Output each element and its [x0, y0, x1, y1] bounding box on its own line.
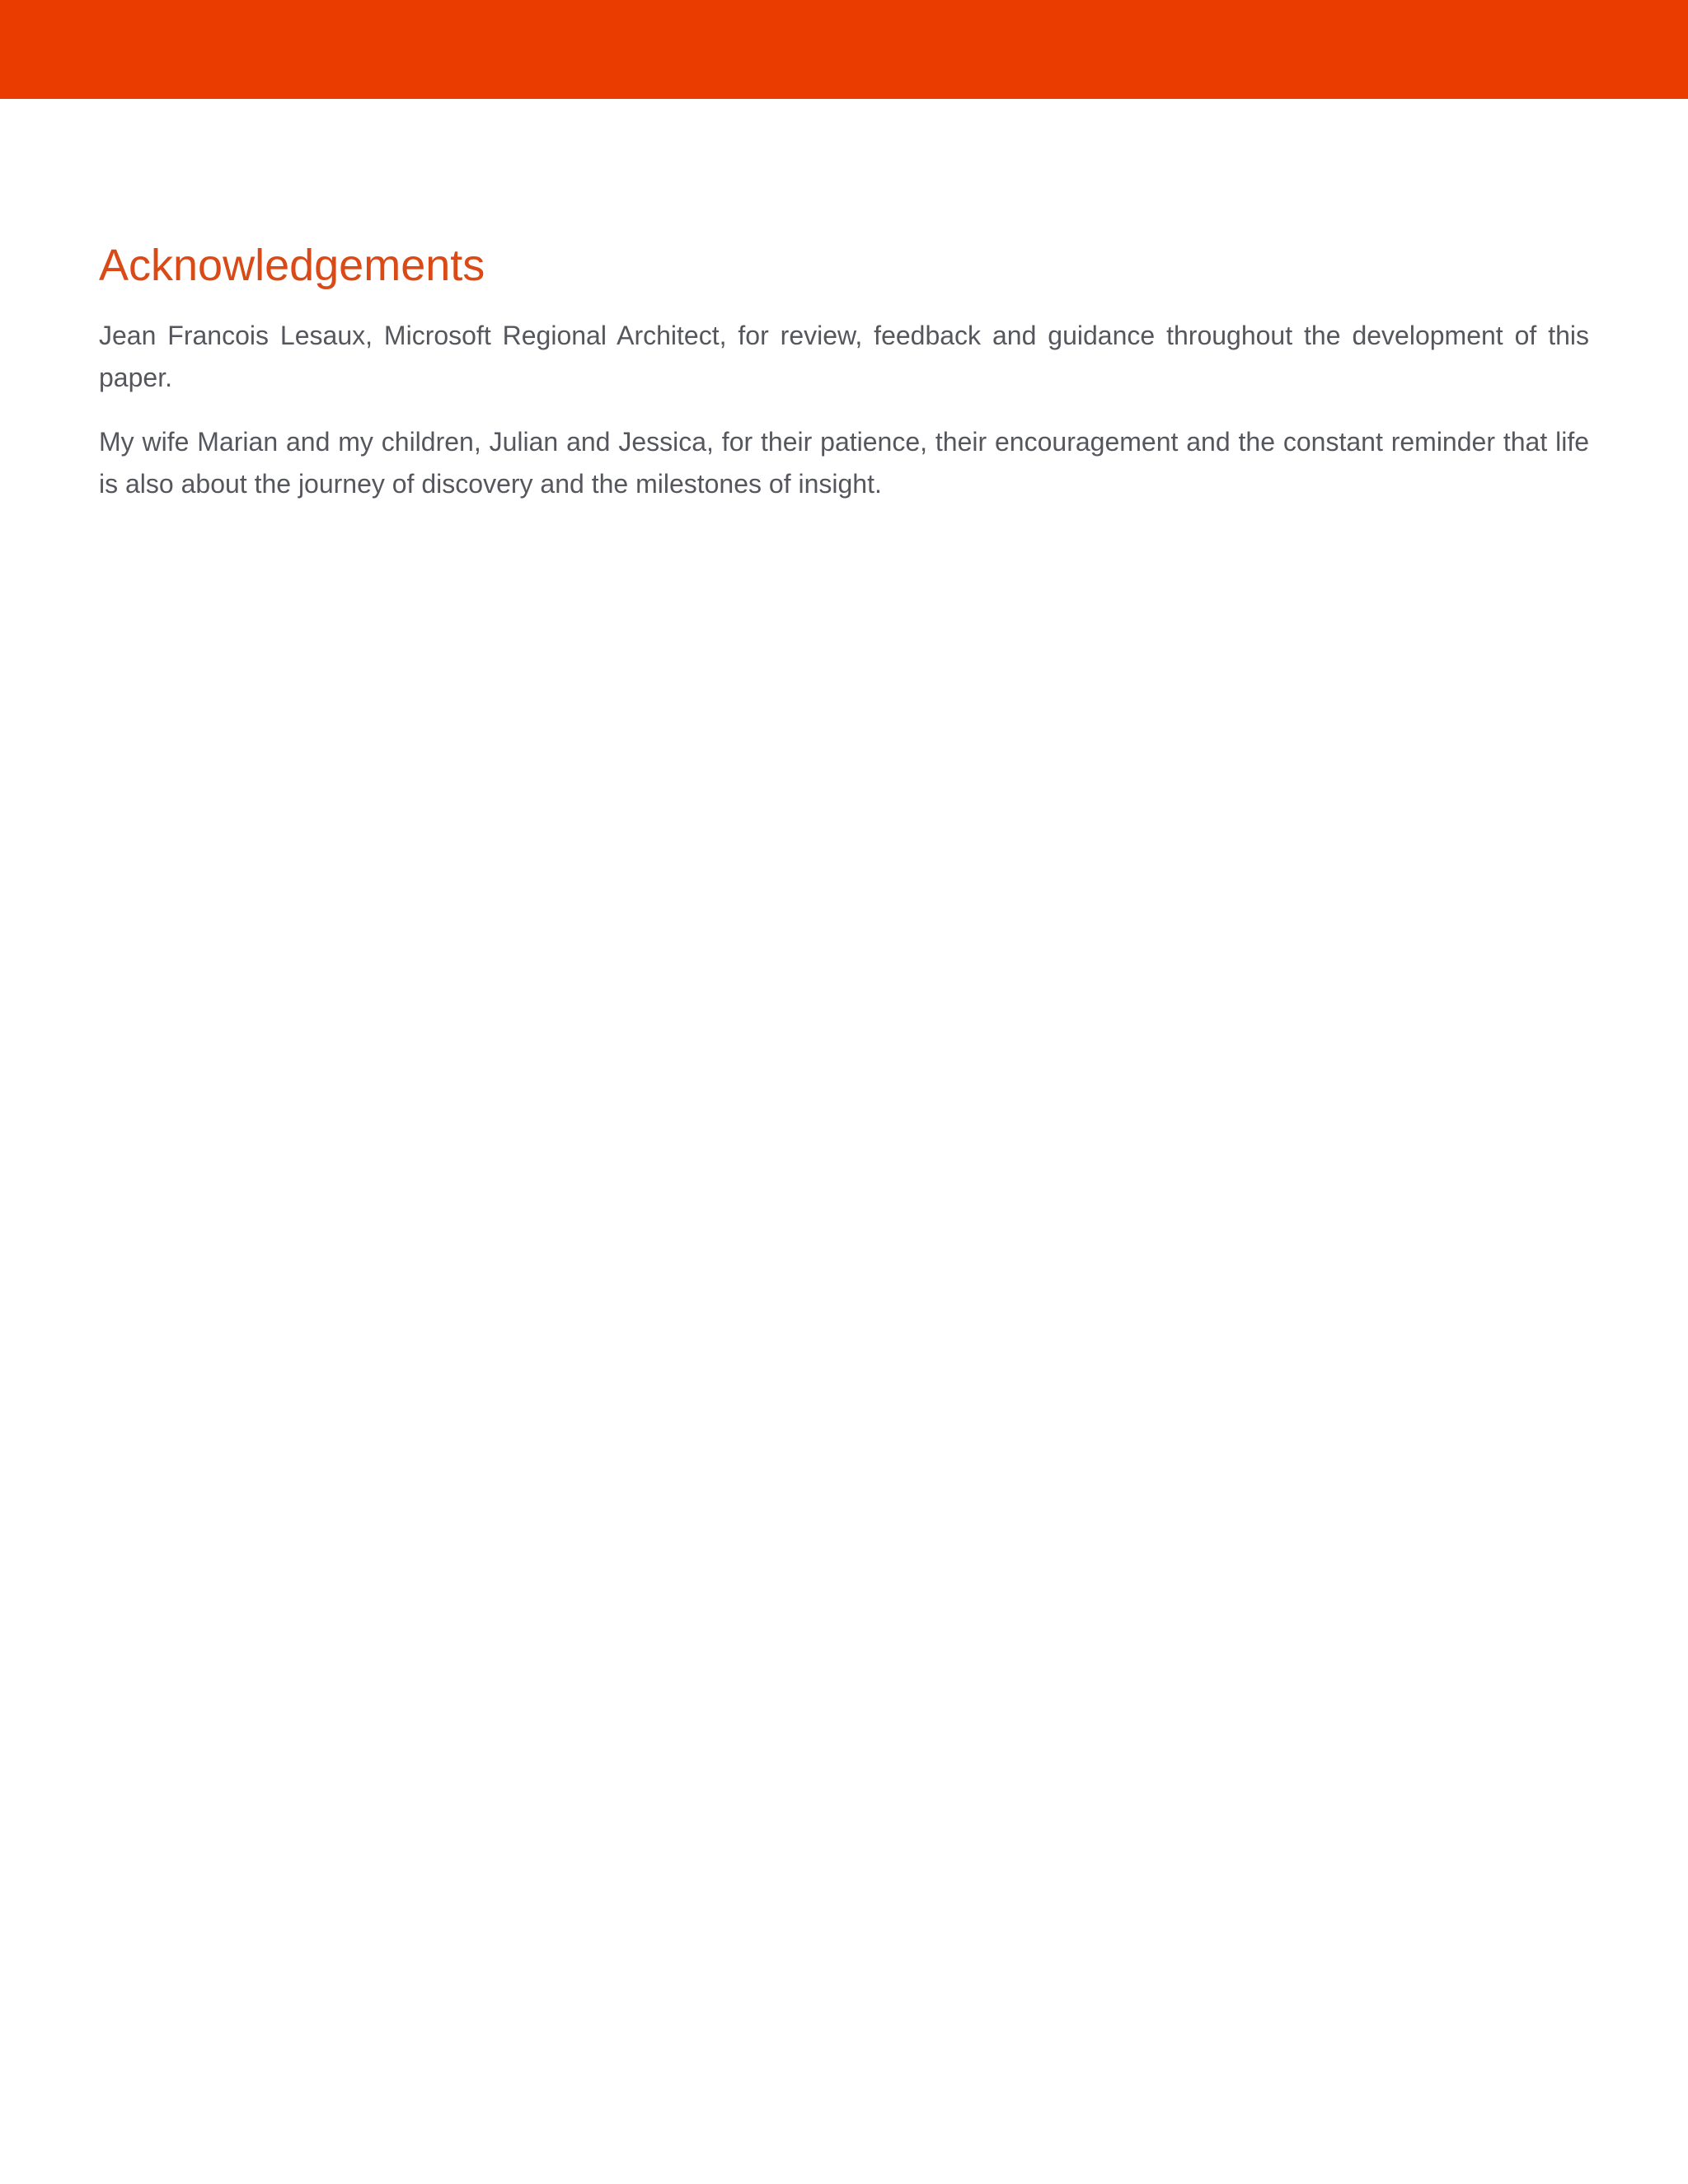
section-heading: Acknowledgements — [99, 241, 485, 290]
acknowledgement-paragraph-1: Jean Francois Lesaux, Microsoft Regional Architect, for review, feedback and guidance throughout the development of this paper. — [99, 321, 1589, 392]
document-section — [99, 236, 1589, 505]
header-accent-bar — [0, 0, 1688, 99]
acknowledgement-paragraph-2: My wife Marian and my children, Julian and Jessica, for their patience, their encouragement and the constant reminder that life is also about the journey of discovery and the milestones of insight. — [99, 427, 1589, 499]
